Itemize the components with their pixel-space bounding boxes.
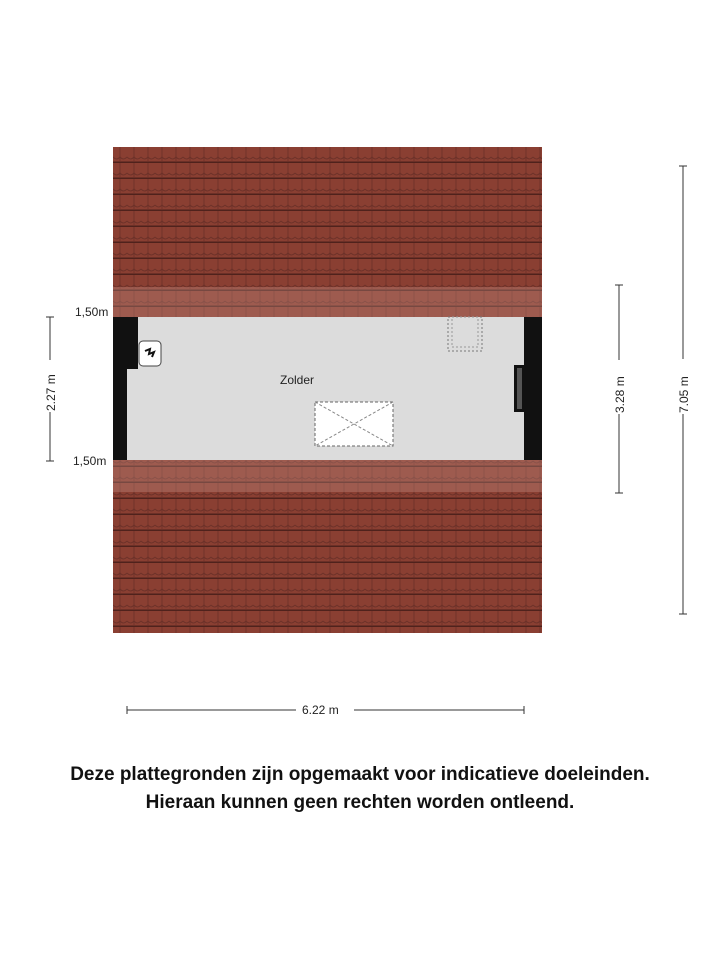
roof-top [113,147,542,317]
dimension-total-depth [677,166,691,614]
disclaimer-line-2: Hieraan kunnen geen rechten worden ontleend. [145,792,575,813]
knee-height-top-label: 1,50m [75,305,109,319]
dimension-room-depth [44,317,58,461]
roof-bottom [113,460,542,633]
dimension-height-mid-label: 3.28 m [613,376,627,413]
disclaimer-line-1: Deze plattegronden zijn opgemaakt voor indicatieve doeleinden. [70,764,650,785]
dimension-width-label: 6.22 m [302,703,339,717]
dimension-width [127,703,524,717]
knee-height-bottom-label: 1,50m [73,454,107,468]
water-heater-icon [139,341,161,366]
dimension-total-depth-label: 7.05 m [677,376,691,413]
left-wall [113,317,127,460]
left-wall-notch [127,317,138,369]
room-label: Zolder [280,373,315,387]
right-wall [524,317,542,460]
skylight-icon [315,402,393,446]
dimension-room-depth-label: 2.27 m [44,374,58,411]
dimension-height-mid [613,285,627,493]
